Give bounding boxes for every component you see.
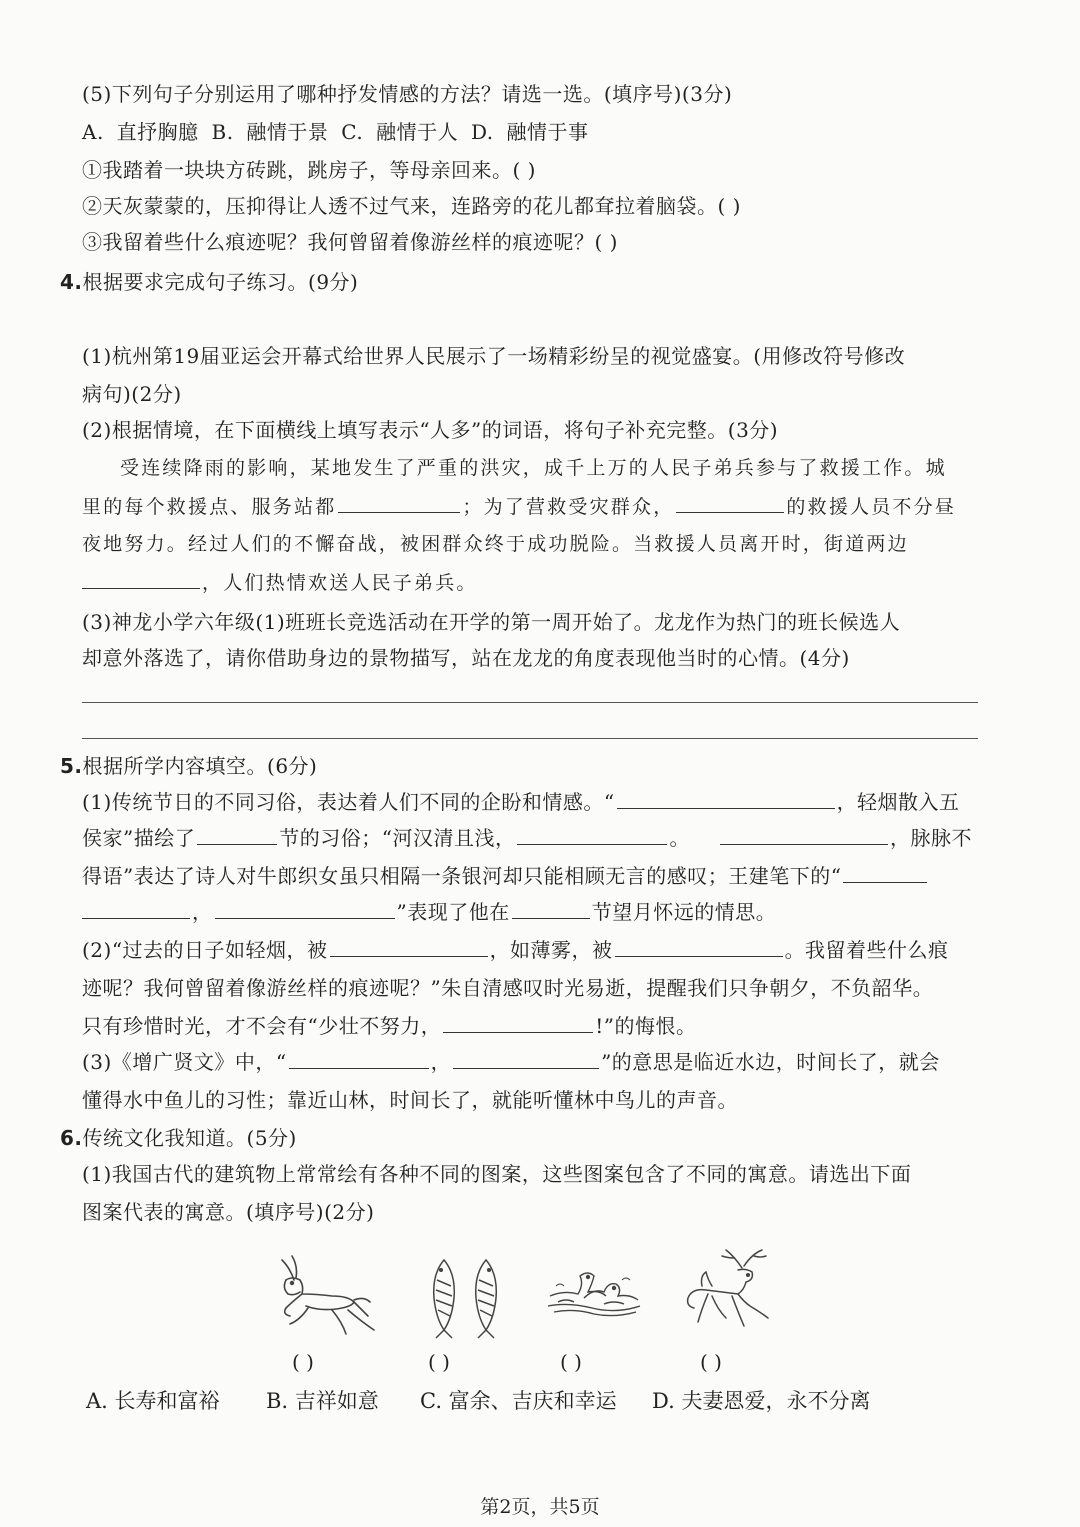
q4-2-text-d: ，人们热情欢送人民子弟兵。 [202, 572, 478, 594]
q6-option-b: B. 吉祥如意 [266, 1389, 379, 1413]
fill-blank-12[interactable] [615, 936, 783, 957]
q4-2-passage-line-3: 夜地努力。经过人们的不懈奋战，被困群众终于成功脱险。当救援人员离开时，街道两边 [82, 533, 909, 555]
mandarin-ducks-pattern-image [544, 1262, 644, 1322]
fill-blank-3[interactable] [82, 568, 200, 589]
q5-text-2b: 节的习俗；“河汉清且浅， [279, 826, 516, 850]
q5-text-7a: 只有珍惜时光，才不会有“少壮不努力， [82, 1014, 442, 1038]
q5-heading [60, 752, 317, 780]
q5-text-5c: 。我留着些什么痕 [784, 938, 949, 962]
q4-2-passage-line-4 [82, 568, 478, 597]
q5-number: 5. [60, 754, 83, 778]
q6-option-c: C. 富余、吉庆和幸运 [420, 1389, 617, 1413]
q4-1-line-1: (1)杭州第19届亚运会开幕式给世界人民展示了一场精彩纷呈的视觉盛宴。(用修改符号修改 [82, 344, 906, 368]
q5-text-5b: ，如薄雾，被 [489, 938, 613, 962]
answer-paren-1[interactable]: ( ) [292, 1350, 314, 1374]
q3-5-sentence-1: ①我踏着一块块方砖跳，跳房子，等母亲回来。( ) [82, 158, 536, 182]
q4-2-text-a: 里的每个救援点、服务站都 [82, 496, 337, 518]
fill-blank-1[interactable] [338, 492, 460, 513]
q3-5-options: A. 直抒胸臆 B. 融情于景 C. 融情于人 D. 融情于事 [82, 120, 589, 144]
q5-text-8a: (3)《增广贤文》中，“ [82, 1050, 287, 1074]
answer-paren-2[interactable]: ( ) [428, 1350, 450, 1374]
q4-3-line-1: (3)神龙小学六年级(1)班班长竞选活动在开学的第一周开始了。龙龙作为热门的班长候选人 [82, 610, 901, 634]
q5-text-8c: ”的意思是临近水边，时间长了，就会 [601, 1050, 940, 1074]
fill-blank-15[interactable] [453, 1048, 599, 1069]
goat-pattern-image [272, 1250, 384, 1344]
q5-line-2 [82, 824, 972, 852]
q6-heading [60, 1124, 297, 1152]
q4-heading [60, 268, 358, 296]
fill-blank-5[interactable] [197, 824, 277, 845]
page-number: 第2页，共5页 [480, 1496, 600, 1518]
q5-text-2a: 侯家”描绘了 [82, 826, 196, 850]
q3-5-prompt: (5)下列句子分别运用了哪种抒发情感的方法？请选一选。(填序号)(3分) [82, 82, 733, 106]
q4-2-passage-line-2 [82, 492, 956, 521]
q6-option-d: D. 夫妻恩爱，永不分离 [652, 1389, 871, 1413]
q5-line-5 [82, 936, 949, 964]
q5-line-6: 迹呢？我何曾留着像游丝样的痕迹呢？”朱自清感叹时光易逝，提醒我们只争朝夕，不负韶华。 [82, 976, 934, 1000]
q4-3-line-2: 却意外落选了，请你借助身边的景物描写，站在龙龙的角度表现他当时的心情。(4分) [82, 646, 850, 670]
q5-text-4a: ， [192, 900, 213, 924]
q5-title: 根据所学内容填空。(6分) [82, 754, 318, 778]
answer-line-2[interactable] [82, 738, 978, 739]
fill-blank-11[interactable] [330, 936, 488, 957]
fill-blank-8b[interactable] [82, 898, 190, 919]
fill-blank-10[interactable] [512, 898, 590, 919]
q5-line-7 [82, 1012, 697, 1040]
q4-1-line-2: 病句)(2分) [82, 382, 182, 406]
q4-number: 4. [60, 270, 83, 294]
q6-number: 6. [60, 1126, 83, 1150]
q4-2-passage-line-1: 受连续降雨的影响，某地发生了严重的洪灾，成千上万的人民子弟兵参与了救援工作。城 [120, 457, 947, 479]
q5-line-8 [82, 1048, 940, 1076]
q5-line-3 [82, 862, 929, 890]
fill-blank-4[interactable] [617, 788, 835, 809]
q6-line-1: (1)我国古代的建筑物上常常绘有各种不同的图案，这些图案包含了不同的寓意。请选出下面 [82, 1162, 912, 1186]
q4-2-text-c: 的救援人员不分昼 [786, 496, 957, 518]
q4-2-prompt: (2)根据情境，在下面横线上填写表示“人多”的词语，将句子补充完整。(3分) [82, 418, 779, 442]
q4-title: 根据要求完成句子练习。(9分) [82, 270, 359, 294]
q3-5-sentence-2: ②天灰蒙蒙的，压抑得让人透不过气来，连路旁的花儿都耷拉着脑袋。( ) [82, 194, 741, 218]
q4-2-text-b: ；为了营救受灾群众， [462, 496, 675, 518]
q3-5-sentence-3: ③我留着些什么痕迹呢？我何曾留着像游丝样的痕迹呢？( ) [82, 230, 618, 254]
q5-line-9: 懂得水中鱼儿的习性；靠近山林，时间长了，就能听懂林中鸟儿的声音。 [82, 1088, 738, 1112]
q5-text-8b: ， [430, 1050, 452, 1074]
fill-blank-13[interactable] [443, 1012, 593, 1033]
q5-text-1b: ，轻烟散入五 [836, 790, 960, 814]
q6-title: 传统文化我知道。(5分) [82, 1126, 297, 1150]
q5-text-5a: (2)“过去的日子如轻烟，被 [82, 938, 328, 962]
q6-line-2: 图案代表的寓意。(填序号)(2分) [82, 1200, 375, 1224]
fill-blank-8a[interactable] [843, 862, 927, 883]
fill-blank-9[interactable] [215, 898, 395, 919]
deer-pattern-image [682, 1246, 782, 1342]
answer-line-1[interactable] [82, 702, 978, 703]
fill-blank-6[interactable] [517, 824, 667, 845]
q5-text-2d: ，脉脉不 [889, 826, 972, 850]
q5-text-4b: ”表现了他在 [396, 900, 510, 924]
q5-text-1a: (1)传统节日的不同习俗，表达着人们不同的企盼和情感。“ [82, 790, 615, 814]
q5-text-7b: !”的悔恨。 [595, 1014, 697, 1038]
q5-text-2c: 。 [669, 826, 690, 850]
fill-blank-14[interactable] [289, 1048, 429, 1069]
answer-paren-4[interactable]: ( ) [700, 1350, 722, 1374]
fill-blank-2[interactable] [676, 492, 784, 513]
fill-blank-7[interactable] [720, 824, 888, 845]
q5-line-1 [82, 788, 960, 816]
answer-paren-3[interactable]: ( ) [560, 1350, 582, 1374]
q6-option-a: A. 长寿和富裕 [86, 1389, 220, 1413]
fish-pair-pattern-image [424, 1256, 508, 1344]
q5-text-4c: 节望月怀远的情思。 [591, 900, 777, 924]
q5-text-3a: 得语”表达了诗人对牛郎织女虽只相隔一条银河却只能相顾无言的感叹；王建笔下的“ [82, 864, 842, 888]
q5-line-4 [82, 898, 776, 926]
